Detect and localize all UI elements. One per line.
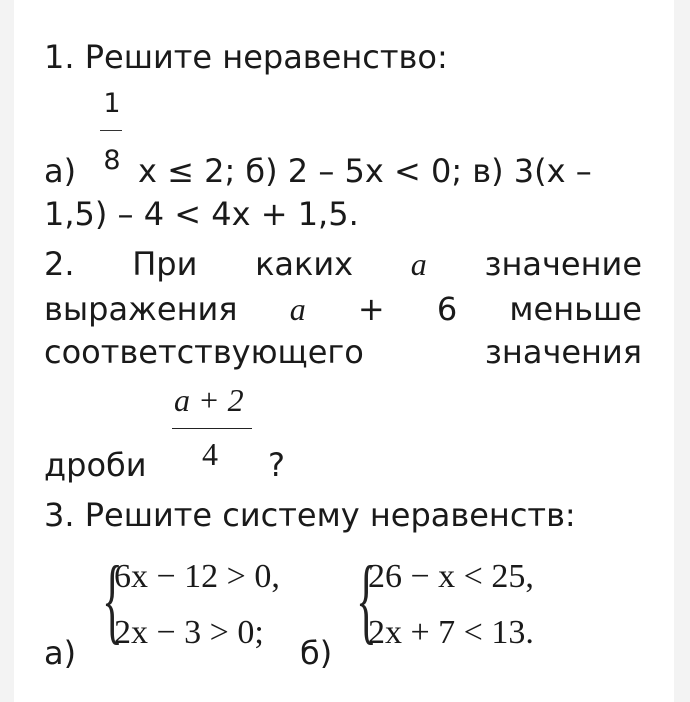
task2-word: меньше: [509, 290, 642, 328]
task1-fraction-numerator: 1: [103, 88, 121, 119]
task3-b-inequality-2: 2x + 7 < 13.: [368, 614, 534, 651]
task1-fraction-bar: [100, 130, 122, 131]
task2-line-4-word: дроби: [44, 446, 147, 484]
task1-line-a-prefix: а): [44, 152, 77, 190]
task2-word: При: [132, 245, 198, 283]
task1-line-a-rest: х ≤ 2; б) 2 – 5х < 0; в) 3(х –: [138, 152, 592, 190]
worksheet: [14, 0, 674, 702]
task3-title: 3. Решите систему неравенств:: [44, 496, 576, 534]
task2-line-1: [44, 245, 642, 283]
task2-word: выражения: [44, 290, 238, 328]
task2-variable: a: [410, 246, 427, 282]
task2-word: каких: [255, 245, 354, 283]
task2-word: значение: [484, 245, 642, 283]
task2-word: значения: [484, 333, 642, 371]
task2-line-2: [44, 290, 642, 328]
task1-title: 1. Решите неравенство:: [44, 38, 448, 76]
task2-fraction-denominator: 4: [202, 436, 218, 472]
task1-fraction-denominator: 8: [103, 145, 121, 176]
task1-line-2: 1,5) – 4 < 4х + 1,5.: [44, 195, 359, 233]
task2-fraction-numerator: a + 2: [174, 382, 244, 418]
task2-question-mark: ?: [268, 446, 285, 484]
task3-b-label: б): [300, 634, 333, 672]
task2-word: 6: [436, 290, 458, 328]
task2-word: +: [357, 290, 385, 328]
task2-line-3: [44, 333, 642, 371]
task3-b-inequality-1: 26 − x < 25,: [368, 558, 534, 595]
task2-fraction-bar: [172, 428, 252, 429]
task3-b-brace: {: [356, 546, 377, 653]
task2-number: 2.: [44, 245, 75, 283]
task3-a-label: а): [44, 634, 77, 672]
task2-word: соответствующего: [44, 333, 364, 371]
task3-a-inequality-1: 6x − 12 > 0,: [114, 558, 280, 595]
task2-variable: a: [289, 291, 306, 327]
task3-a-inequality-2: 2x − 3 > 0;: [114, 614, 264, 651]
task3-a-brace: {: [102, 546, 123, 653]
